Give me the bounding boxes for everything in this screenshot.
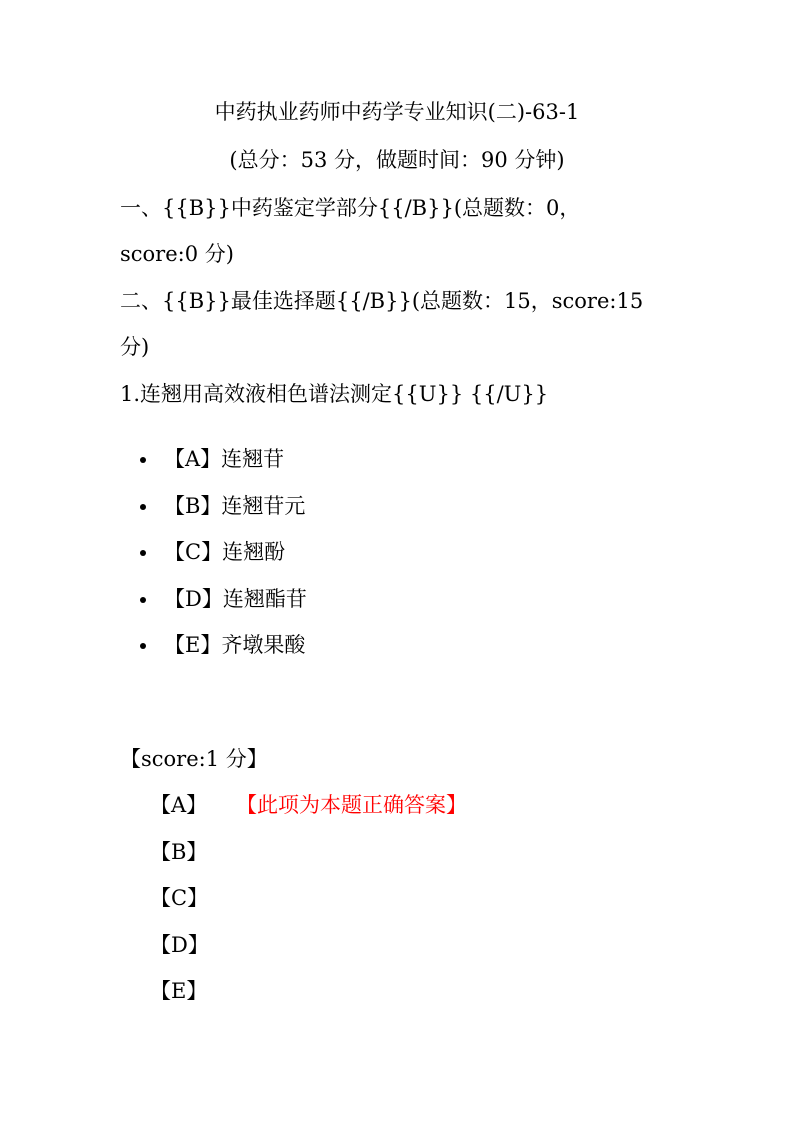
option-c	[140, 538, 285, 566]
correct-answer-marker: 【此项为本题正确答案】	[236, 793, 467, 817]
option-e-label: 【E】齐墩果酸	[164, 633, 306, 657]
page-subtitle: (总分：53 分，做题时间：90 分钟)	[229, 148, 565, 172]
bullet-icon	[140, 457, 146, 463]
bullet-icon	[140, 597, 146, 603]
option-c-label: 【C】连翘酚	[164, 540, 286, 564]
option-d	[140, 585, 307, 613]
answer-a: 【A】	[150, 793, 208, 817]
option-a-label: 【A】连翘苷	[164, 447, 285, 471]
score-label: 【score:1 分】	[120, 747, 268, 771]
answer-d: 【D】	[150, 933, 209, 957]
option-b-label: 【B】连翘苷元	[164, 494, 306, 518]
section-2-heading: 二、{{B}}最佳选择题{{/B}}(总题数：15，score:15	[120, 289, 644, 313]
answer-e: 【E】	[150, 979, 208, 1003]
section-1-heading: 一、{{B}}中药鉴定学部分{{/B}}(总题数：0，	[120, 196, 581, 220]
question-stem: 1.连翘用高效液相色谱法测定{{U}} {{/U}}	[120, 382, 549, 406]
answer-c: 【C】	[150, 886, 209, 910]
option-b	[140, 492, 305, 520]
bullet-icon	[140, 550, 146, 556]
option-d-label: 【D】连翘酯苷	[164, 587, 307, 611]
bullet-icon	[140, 643, 146, 649]
bullet-icon	[140, 504, 146, 510]
option-e	[140, 631, 305, 659]
page-title: 中药执业药师中药学专业知识(二)-63-1	[214, 100, 580, 124]
section-2-heading-cont: 分)	[120, 335, 150, 359]
section-1-heading-cont: score:0 分)	[120, 242, 234, 266]
option-a	[140, 445, 284, 473]
answer-b: 【B】	[150, 840, 208, 864]
